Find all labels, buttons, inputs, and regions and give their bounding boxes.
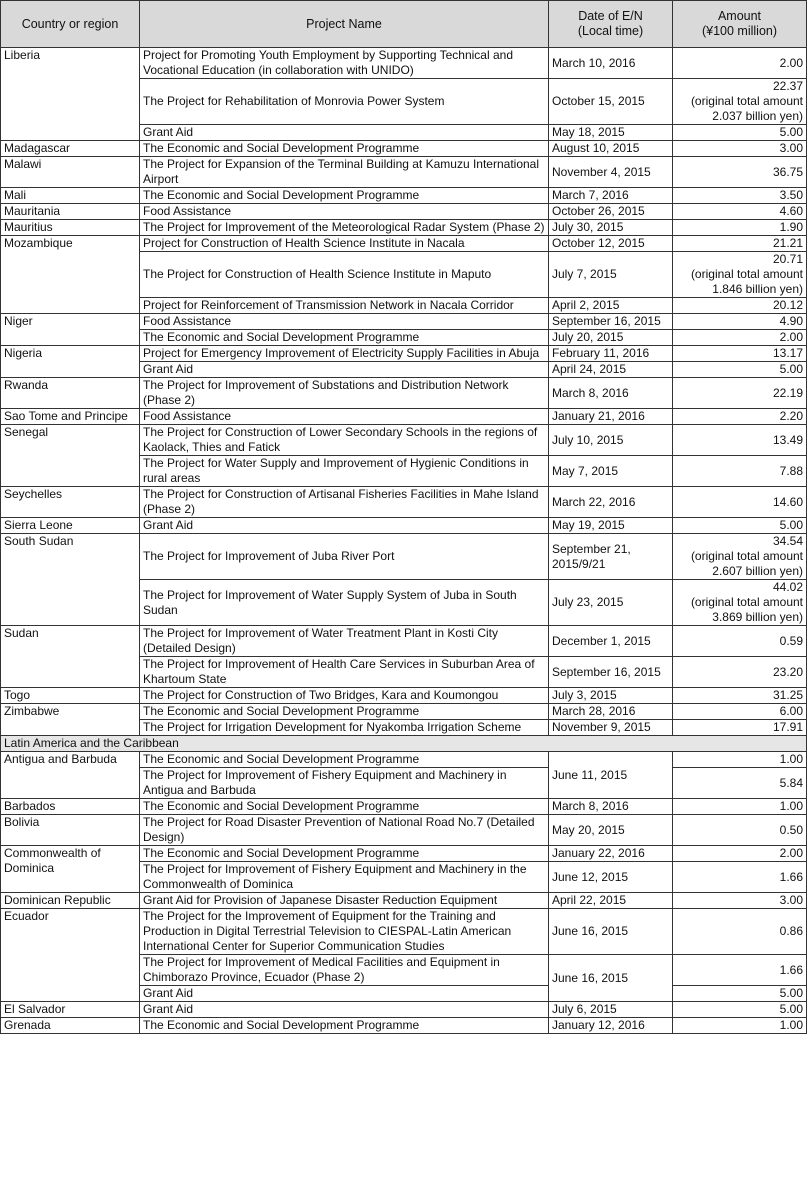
amount-cell: 2.00 bbox=[673, 330, 807, 346]
date-cell: May 18, 2015 bbox=[549, 125, 673, 141]
amount-cell: 3.00 bbox=[673, 893, 807, 909]
country-cell: Senegal bbox=[1, 425, 140, 487]
date-cell: March 28, 2016 bbox=[549, 704, 673, 720]
project-name-cell: Food Assistance bbox=[140, 409, 549, 425]
amount-cell: 44.02 (original total amount 3.869 billion yen) bbox=[673, 580, 807, 626]
project-name-cell: The Economic and Social Development Programme bbox=[140, 704, 549, 720]
project-name-cell: The Project for the Improvement of Equipment for the Training and Production in Digital Terrestrial Television to CIESPAL-Latin American International Center for Superior Communication Studies bbox=[140, 909, 549, 955]
date-cell: March 8, 2016 bbox=[549, 799, 673, 815]
table-row bbox=[1, 48, 807, 79]
country-cell: Liberia bbox=[1, 48, 140, 141]
project-name-cell: The Project for Rehabilitation of Monrovia Power System bbox=[140, 79, 549, 125]
date-cell: January 12, 2016 bbox=[549, 1018, 673, 1034]
amount-cell: 5.00 bbox=[673, 986, 807, 1002]
project-name-cell: Project for Emergency Improvement of Electricity Supply Facilities in Abuja bbox=[140, 346, 549, 362]
table-row bbox=[1, 157, 807, 188]
country-cell: El Salvador bbox=[1, 1002, 140, 1018]
country-cell: Sudan bbox=[1, 626, 140, 688]
project-name-cell: The Economic and Social Development Programme bbox=[140, 141, 549, 157]
country-cell: Mauritius bbox=[1, 220, 140, 236]
project-name-cell: The Project for Irrigation Development for Nyakomba Irrigation Scheme bbox=[140, 720, 549, 736]
table-row bbox=[1, 487, 807, 518]
country-cell: Madagascar bbox=[1, 141, 140, 157]
table-row bbox=[1, 909, 807, 955]
date-cell: September 16, 2015 bbox=[549, 314, 673, 330]
project-name-cell: Grant Aid bbox=[140, 1002, 549, 1018]
table-row bbox=[1, 815, 807, 846]
date-cell: May 7, 2015 bbox=[549, 456, 673, 487]
project-column-header: Project Name bbox=[140, 1, 549, 48]
project-name-cell: The Project for Construction of Lower Secondary Schools in the regions of Kaolack, Thies and Fatick bbox=[140, 425, 549, 456]
date-cell: January 22, 2016 bbox=[549, 846, 673, 862]
country-cell: Sao Tome and Principe bbox=[1, 409, 140, 425]
date-cell: October 26, 2015 bbox=[549, 204, 673, 220]
project-name-cell: Project for Construction of Health Science Institute in Nacala bbox=[140, 236, 549, 252]
table-row bbox=[1, 425, 807, 456]
amount-cell: 23.20 bbox=[673, 657, 807, 688]
amount-cell: 22.37 (original total amount 2.037 billion yen) bbox=[673, 79, 807, 125]
date-cell: July 3, 2015 bbox=[549, 688, 673, 704]
project-name-cell: Project for Promoting Youth Employment by Supporting Technical and Vocational Education (in collaboration with UNIDO) bbox=[140, 48, 549, 79]
amount-cell: 0.86 bbox=[673, 909, 807, 955]
date-cell: March 22, 2016 bbox=[549, 487, 673, 518]
country-cell: Niger bbox=[1, 314, 140, 346]
table-row bbox=[1, 346, 807, 362]
date-cell: June 16, 2015 bbox=[549, 909, 673, 955]
amount-cell: 22.19 bbox=[673, 378, 807, 409]
amount-cell: 5.00 bbox=[673, 125, 807, 141]
country-cell: Dominican Republic bbox=[1, 893, 140, 909]
amount-cell: 20.12 bbox=[673, 298, 807, 314]
country-cell: Bolivia bbox=[1, 815, 140, 846]
project-name-cell: Food Assistance bbox=[140, 204, 549, 220]
project-name-cell: Food Assistance bbox=[140, 314, 549, 330]
amount-cell: 14.60 bbox=[673, 487, 807, 518]
table-row bbox=[1, 534, 807, 580]
date-cell: June 11, 2015 bbox=[549, 752, 673, 799]
date-cell: January 21, 2016 bbox=[549, 409, 673, 425]
date-cell: December 1, 2015 bbox=[549, 626, 673, 657]
amount-cell: 5.00 bbox=[673, 518, 807, 534]
country-column-header: Country or region bbox=[1, 1, 140, 48]
amount-cell: 5.00 bbox=[673, 1002, 807, 1018]
amount-cell: 5.84 bbox=[673, 768, 807, 799]
project-name-cell: The Project for Improvement of Substations and Distribution Network (Phase 2) bbox=[140, 378, 549, 409]
project-name-cell: The Project for Water Supply and Improvement of Hygienic Conditions in rural areas bbox=[140, 456, 549, 487]
table-row bbox=[1, 688, 807, 704]
country-cell: Grenada bbox=[1, 1018, 140, 1034]
date-cell: November 9, 2015 bbox=[549, 720, 673, 736]
country-cell: Nigeria bbox=[1, 346, 140, 378]
project-name-cell: The Project for Improvement of Water Treatment Plant in Kosti City (Detailed Design) bbox=[140, 626, 549, 657]
table-row bbox=[1, 846, 807, 862]
country-cell: Mauritania bbox=[1, 204, 140, 220]
amount-cell: 2.00 bbox=[673, 48, 807, 79]
amount-cell: 1.90 bbox=[673, 220, 807, 236]
date-cell: September 16, 2015 bbox=[549, 657, 673, 688]
amount-cell: 6.00 bbox=[673, 704, 807, 720]
date-cell: October 12, 2015 bbox=[549, 236, 673, 252]
amount-cell: 5.00 bbox=[673, 362, 807, 378]
table-row bbox=[1, 314, 807, 330]
amount-cell: 20.71 (original total amount 1.846 billion yen) bbox=[673, 252, 807, 298]
table-row bbox=[1, 799, 807, 815]
project-name-cell: Grant Aid for Provision of Japanese Disaster Reduction Equipment bbox=[140, 893, 549, 909]
table-row bbox=[1, 626, 807, 657]
project-name-cell: The Economic and Social Development Programme bbox=[140, 1018, 549, 1034]
date-cell: July 7, 2015 bbox=[549, 252, 673, 298]
amount-cell: 31.25 bbox=[673, 688, 807, 704]
project-name-cell: The Project for Construction of Two Bridges, Kara and Koumongou bbox=[140, 688, 549, 704]
country-cell: Ecuador bbox=[1, 909, 140, 1002]
table-row bbox=[1, 141, 807, 157]
project-name-cell: The Project for Construction of Health Science Institute in Maputo bbox=[140, 252, 549, 298]
amount-cell: 34.54 (original total amount 2.607 billion yen) bbox=[673, 534, 807, 580]
project-name-cell: The Economic and Social Development Programme bbox=[140, 330, 549, 346]
date-cell: April 24, 2015 bbox=[549, 362, 673, 378]
date-cell: July 6, 2015 bbox=[549, 1002, 673, 1018]
date-cell: March 7, 2016 bbox=[549, 188, 673, 204]
date-cell: August 10, 2015 bbox=[549, 141, 673, 157]
project-name-cell: The Project for Improvement of Water Supply System of Juba in South Sudan bbox=[140, 580, 549, 626]
country-cell: Sierra Leone bbox=[1, 518, 140, 534]
project-name-cell: The Economic and Social Development Programme bbox=[140, 752, 549, 768]
amount-cell: 1.00 bbox=[673, 752, 807, 768]
table-row bbox=[1, 220, 807, 236]
table-row bbox=[1, 893, 807, 909]
date-cell: July 20, 2015 bbox=[549, 330, 673, 346]
amount-cell: 13.17 bbox=[673, 346, 807, 362]
country-cell: Malawi bbox=[1, 157, 140, 188]
table-row bbox=[1, 1018, 807, 1034]
project-name-cell: Project for Reinforcement of Transmission Network in Nacala Corridor bbox=[140, 298, 549, 314]
amount-cell: 7.88 bbox=[673, 456, 807, 487]
project-name-cell: The Economic and Social Development Programme bbox=[140, 846, 549, 862]
amount-cell: 17.91 bbox=[673, 720, 807, 736]
project-name-cell: The Project for Improvement of Fishery Equipment and Machinery in Antigua and Barbuda bbox=[140, 768, 549, 799]
country-cell: Commonwealth of Dominica bbox=[1, 846, 140, 893]
date-cell: July 23, 2015 bbox=[549, 580, 673, 626]
project-name-cell: The Project for Improvement of Medical Facilities and Equipment in Chimborazo Province, Ecuador (Phase 2) bbox=[140, 955, 549, 986]
country-cell: Mali bbox=[1, 188, 140, 204]
table-row bbox=[1, 704, 807, 720]
date-cell: October 15, 2015 bbox=[549, 79, 673, 125]
country-cell: Seychelles bbox=[1, 487, 140, 518]
date-cell: May 20, 2015 bbox=[549, 815, 673, 846]
table-row bbox=[1, 752, 807, 768]
table-row bbox=[1, 236, 807, 252]
project-name-cell: Grant Aid bbox=[140, 518, 549, 534]
date-cell: May 19, 2015 bbox=[549, 518, 673, 534]
amount-cell: 36.75 bbox=[673, 157, 807, 188]
amount-cell: 3.00 bbox=[673, 141, 807, 157]
table-row bbox=[1, 518, 807, 534]
date-cell: September 21, 2015/9/21 bbox=[549, 534, 673, 580]
amount-cell: 3.50 bbox=[673, 188, 807, 204]
header-row bbox=[1, 1, 807, 48]
table-row bbox=[1, 188, 807, 204]
project-name-cell: The Project for Improvement of the Meteorological Radar System (Phase 2) bbox=[140, 220, 549, 236]
amount-cell: 1.66 bbox=[673, 955, 807, 986]
amount-cell: 0.59 bbox=[673, 626, 807, 657]
project-name-cell: Grant Aid bbox=[140, 362, 549, 378]
date-cell: April 22, 2015 bbox=[549, 893, 673, 909]
country-cell: Barbados bbox=[1, 799, 140, 815]
date-cell: March 10, 2016 bbox=[549, 48, 673, 79]
project-name-cell: Grant Aid bbox=[140, 986, 549, 1002]
amount-cell: 4.90 bbox=[673, 314, 807, 330]
amount-cell: 13.49 bbox=[673, 425, 807, 456]
project-name-cell: The Project for Improvement of Health Care Services in Suburban Area of Khartoum State bbox=[140, 657, 549, 688]
amount-cell: 1.00 bbox=[673, 1018, 807, 1034]
amount-cell: 2.00 bbox=[673, 846, 807, 862]
date-column-header: Date of E/N (Local time) bbox=[549, 1, 673, 48]
date-cell: April 2, 2015 bbox=[549, 298, 673, 314]
country-cell: Antigua and Barbuda bbox=[1, 752, 140, 799]
country-cell: Rwanda bbox=[1, 378, 140, 409]
table-row bbox=[1, 378, 807, 409]
country-cell: Mozambique bbox=[1, 236, 140, 314]
table-row bbox=[1, 409, 807, 425]
project-name-cell: The Project for Road Disaster Prevention of National Road No.7 (Detailed Design) bbox=[140, 815, 549, 846]
date-cell: June 16, 2015 bbox=[549, 955, 673, 1002]
project-name-cell: The Economic and Social Development Programme bbox=[140, 188, 549, 204]
country-cell: South Sudan bbox=[1, 534, 140, 626]
project-name-cell: The Economic and Social Development Programme bbox=[140, 799, 549, 815]
amount-cell: 1.00 bbox=[673, 799, 807, 815]
table-body bbox=[1, 48, 807, 1034]
country-cell: Togo bbox=[1, 688, 140, 704]
country-cell: Zimbabwe bbox=[1, 704, 140, 736]
amount-cell: 21.21 bbox=[673, 236, 807, 252]
project-name-cell: The Project for Improvement of Juba River Port bbox=[140, 534, 549, 580]
amount-cell: 1.66 bbox=[673, 862, 807, 893]
table-row bbox=[1, 1002, 807, 1018]
amount-column-header: Amount (¥100 million) bbox=[673, 1, 807, 48]
table-row bbox=[1, 204, 807, 220]
date-cell: November 4, 2015 bbox=[549, 157, 673, 188]
date-cell: July 30, 2015 bbox=[549, 220, 673, 236]
amount-cell: 2.20 bbox=[673, 409, 807, 425]
amount-cell: 4.60 bbox=[673, 204, 807, 220]
project-name-cell: Grant Aid bbox=[140, 125, 549, 141]
date-cell: June 12, 2015 bbox=[549, 862, 673, 893]
region-heading: Latin America and the Caribbean bbox=[1, 736, 807, 752]
date-cell: March 8, 2016 bbox=[549, 378, 673, 409]
date-cell: July 10, 2015 bbox=[549, 425, 673, 456]
region-header-row bbox=[1, 736, 807, 752]
project-name-cell: The Project for Expansion of the Terminal Building at Kamuzu International Airport bbox=[140, 157, 549, 188]
project-name-cell: The Project for Improvement of Fishery Equipment and Machinery in the Commonwealth of Dominica bbox=[140, 862, 549, 893]
date-cell: February 11, 2016 bbox=[549, 346, 673, 362]
project-name-cell: The Project for Construction of Artisanal Fisheries Facilities in Mahe Island (Phase 2) bbox=[140, 487, 549, 518]
amount-cell: 0.50 bbox=[673, 815, 807, 846]
